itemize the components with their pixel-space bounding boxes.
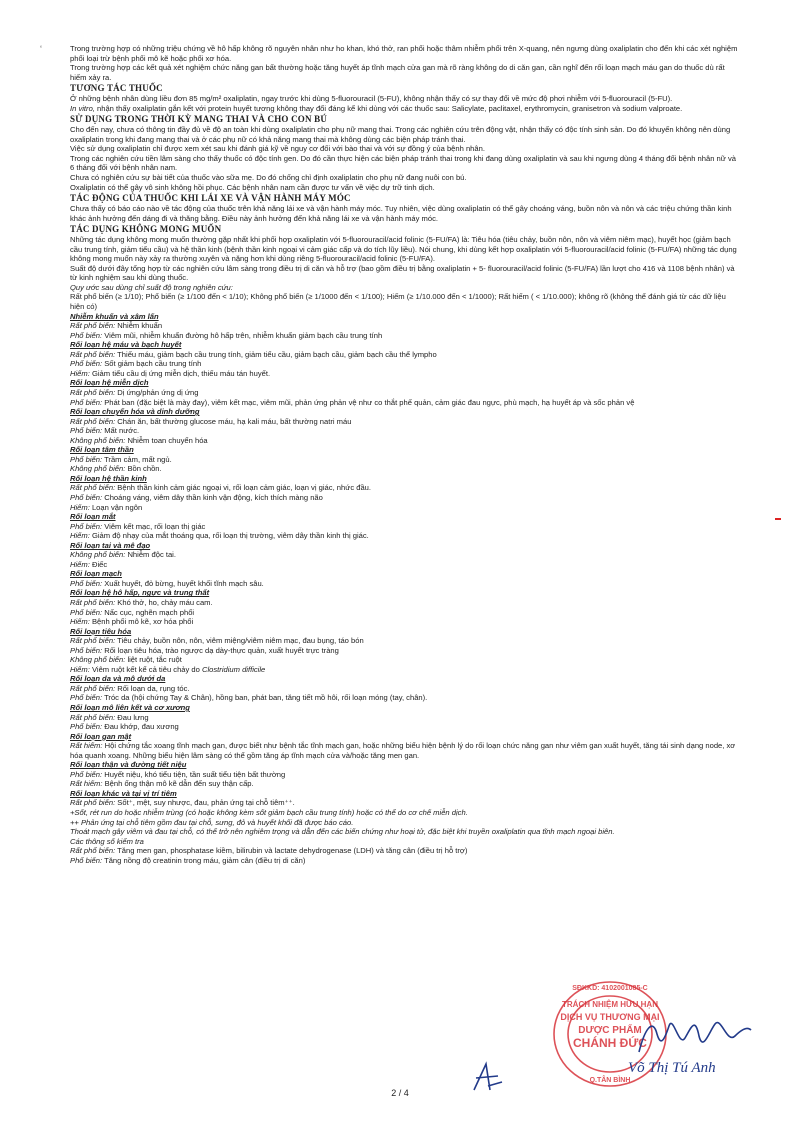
side-effect-item <box>70 417 740 427</box>
side-effect-text: Bệnh ống thận mô kẽ dẫn đến suy thận cấp. <box>102 779 254 789</box>
frequency-label: Phổ biến: <box>70 492 103 502</box>
section-heading-pregnancy: SỬ DỤNG TRONG THỜI KỲ MANG THAI VÀ CHO CON BÚ <box>70 114 328 125</box>
side-effect-text: Rối loạn da, rụng tóc. <box>115 683 190 693</box>
side-effect-text: Tróc da (hội chứng Tay & Chân), hồng ban, phát ban, tăng tiết mồ hôi, rối loạn móng (tay, chân). <box>102 693 428 703</box>
side-effect-group-title: Rối loạn mắt <box>70 512 116 522</box>
margin-mark: ‘ <box>40 44 42 54</box>
side-effect-text: Khó thở, ho, chảy máu cam. <box>115 597 213 607</box>
frequency-label: Rất hiếm: <box>70 779 103 789</box>
frequency-label: Không phổ biến: <box>70 550 126 560</box>
frequency-label: Hiếm: <box>70 617 90 627</box>
side-effect-text: Nấc cục, nghẽn mạch phổi <box>102 607 195 617</box>
side-effect-text: Bồn chồn. <box>125 464 162 474</box>
side-effect-text: Trầm cảm, mất ngủ. <box>102 454 172 464</box>
pregnancy-paragraph: Trong các nghiên cứu tiền lâm sàng cho thấy thuốc có độc tính gen. Do đó cần thực hiện các biện pháp tránh thai trong khi đang dùng oxaliplatin và sau khi ngưng dùng 4 tháng đối bệnh nhân nữ và 6 tháng đối với bệnh nhân nam. <box>70 153 736 173</box>
interactions-paragraph-2-text: nhận thấy oxaliplatin gắn kết với protein huyết tương không thay đổi đáng kể khi dùng với các thuốc sau: Salicylate, paclitaxel, erythromycin, granisetron và sodium valproate. <box>94 103 683 113</box>
svg-text:SĐKKD: 4102001085-C: SĐKKD: 4102001085-C <box>572 985 648 992</box>
side-effect-item <box>70 770 740 780</box>
pregnancy-paragraph: Chưa có nghiên cứu sự bài tiết của thuốc vào sữa mẹ. Do đó chống chỉ định oxaliplatin cho phụ nữ đang nuôi con bú. <box>70 173 467 183</box>
side-effect-item <box>70 321 740 331</box>
side-effect-item <box>70 331 740 341</box>
side-effect-item <box>70 493 740 503</box>
section-heading-interactions: TƯƠNG TÁC THUỐC <box>70 83 163 94</box>
svg-text:Q.TÂN BÌNH: Q.TÂN BÌNH <box>589 1077 631 1084</box>
side-effect-text: Viêm mũi, nhiễm khuẩn đường hô hấp trên, nhiễm khuẩn giảm bạch cầu trung tính <box>102 330 383 340</box>
frequency-label: Phổ biến: <box>70 426 103 436</box>
side-effect-item <box>70 350 740 360</box>
side-effect-item <box>70 369 740 379</box>
margin-dash <box>775 518 781 520</box>
side-effect-group-title: Rối loạn hệ máu và bạch huyết <box>70 340 182 350</box>
side-effect-group-title: Rối loạn mô liên kết và cơ xương <box>70 703 190 712</box>
side-effect-text: Sốt giảm bạch cầu trung tính <box>102 359 202 369</box>
pregnancy-paragraph: Việc sử dụng oxaliplatin chỉ được xem xét sau khi đánh giá kỹ về nguy cơ đối với bào thai và với sự đồng ý của bệnh nhân. <box>70 144 485 154</box>
side-effects-paragraph-1: Những tác dụng không mong muốn thường gặp nhất khi phối hợp oxaliplatin với 5-fluorouracil/acid folinic (5-FU/FA) là: Tiêu hóa (tiêu chảy, buồn nôn, nôn và viêm niêm mạc), huyết học (giảm bạch cầu trung tính, giảm tiểu cầu) và hệ thần kinh (bệnh thần kinh ngoại vi cảm giác cấp và do tích lũy liều). Nói chung, khi dùng kết hợp oxaliplatin với 5-fluorouracil/acid folinic (5-FU/FA) những tác dụng không mong muốn này xảy ra thường xuyên và nặng hơn khi dùng riêng 5-fluorouracil/acid folinic (5-FU/FA). <box>70 235 737 264</box>
side-effect-group-title: Rối loạn chuyển hóa và dinh dưỡng <box>70 407 200 417</box>
frequency-label: Hiếm: <box>70 559 90 569</box>
pregnancy-paragraph: Oxaliplatin có thể gây vô sinh không hồi phục. Các bệnh nhân nam cần được tư vấn về việc dự trữ tinh dịch. <box>70 182 435 192</box>
side-effect-item <box>70 684 740 694</box>
side-effect-text: Hội chứng tắc xoang tĩnh mạch gan, được biết như bệnh tắc tĩnh mạch gan, hoặc những biểu hiện bệnh lý do rối loạn chức năng gan như viêm gan xuất huyết, tăng tái sinh dạng node, xơ hóa quanh xoang. Những biểu hiện lâm sàng có thể gồm tăng áp tĩnh mạch cửa và/hoặc tăng men gan. <box>70 741 736 760</box>
frequency-label: Rất phổ biến: <box>70 387 116 397</box>
frequency-label: Hiếm: <box>70 531 90 541</box>
side-effect-group-title: Nhiễm khuẩn và xâm lấn <box>70 311 159 321</box>
side-effect-text: Đau khớp, đau xương <box>102 722 179 732</box>
frequency-label: Phổ biến: <box>70 359 103 369</box>
side-effect-text: Viêm ruột kết kể cả tiêu chảy do <box>89 664 202 674</box>
side-effect-text: Giảm độ nhạy của mắt thoáng qua, rối loạn thị trường, viêm dây thần kinh thị giác. <box>89 531 369 541</box>
frequency-label: Rất phổ biến: <box>70 683 116 693</box>
side-effect-group-title: Rối loạn tai và mê đạo <box>70 540 151 550</box>
frequency-label: Không phổ biến: <box>70 464 126 474</box>
side-effect-text: Phát ban (đặc biệt là mày đay), viêm kết mạc, viêm mũi, phản ứng phản vệ như co thắt phế quản, cảm giác đau ngực, phù mạch, hạ huyết áp và sốc phản vệ <box>102 397 635 407</box>
frequency-label: Phổ biến: <box>70 521 103 531</box>
side-effect-group-title: Rối loạn mạch <box>70 569 122 579</box>
side-effect-text: Nhiễm toan chuyển hóa <box>125 435 208 445</box>
side-effect-item <box>70 646 740 656</box>
side-effect-item <box>70 464 740 474</box>
side-effect-text: Giảm tiểu cầu dị ứng miễn dịch, thiếu máu tán huyết. <box>89 368 271 378</box>
footnote: ++ Phản ứng tại chỗ tiêm gồm đau tại chỗ, sưng, đỏ và huyết khối đã được báo cáo. <box>70 817 354 827</box>
footnote: +Sốt, rét run do hoặc nhiễm trùng (có hoặc không kèm sốt giảm bạch cầu trung tính) hoặc có thể do cơ chế miễn dịch. <box>70 808 468 818</box>
footnotes <box>70 808 740 837</box>
side-effect-group-title: Rối loạn hệ thần kinh <box>70 473 147 483</box>
side-effect-text: Nhiễm khuẩn <box>115 321 163 331</box>
frequency-convention: Rất phổ biến (≥ 1/10); Phổ biến (≥ 1/100 đến < 1/10); Không phổ biến (≥ 1/1000 đến < 1/100); Hiếm (≥ 1/10.000 đến < 1/1000); Rất hiếm ( < 1/10.000); không rõ (không thể đánh giá từ các dữ liệu hiện có) <box>70 292 726 312</box>
frequency-label: Rất phổ biến: <box>70 349 116 359</box>
footnote: Thoát mạch gây viêm và đau tại chỗ, có thể trở nên nghiêm trọng và dẫn đến các biến chứng như hoại tử, đặc biệt khi truyền oxaliplatin qua tĩnh mạch ngoại biên. <box>70 827 615 837</box>
frequency-label: Hiếm: <box>70 664 90 674</box>
page-number: 2 / 4 <box>391 1088 409 1098</box>
lab-parameters-label: Các thông số kiểm tra <box>70 836 144 846</box>
signer-name: Võ Thị Tú Anh <box>628 1060 716 1076</box>
signature-scribble <box>635 1008 755 1064</box>
lab-item: Rất phổ biến: Tăng men gan, phosphatase kiềm, bilirubin và lactate dehydrogenase (LDH) và tăng cân (điều trị hỗ trợ) <box>70 846 468 856</box>
side-effect-item <box>70 798 740 808</box>
svg-text:CHÁNH ĐỨC: CHÁNH ĐỨC <box>573 1036 647 1050</box>
side-effect-item <box>70 741 740 760</box>
side-effect-group-title: Rối loạn khác và tại vị trí tiêm <box>70 788 177 798</box>
side-effect-item <box>70 436 740 446</box>
frequency-label: Phổ biến: <box>70 722 103 732</box>
side-effect-text: Điếc <box>89 559 108 569</box>
side-effect-text: Chán ăn, bất thường glucose máu, hạ kali máu, bất thường natri máu <box>115 416 352 426</box>
frequency-label: Không phổ biến: <box>70 655 126 665</box>
side-effect-group-title: Rối loạn hệ hô hấp, ngực và trung thất <box>70 588 210 598</box>
in-vitro-label: In vitro, <box>70 103 95 113</box>
frequency-label: Rất phổ biến: <box>70 416 116 426</box>
side-effect-text: Rối loạn tiêu hóa, trào ngược dạ dày-thực quản, xuất huyết trực tràng <box>102 645 339 655</box>
side-effect-text: Bệnh phổi mô kẽ, xơ hóa phổi <box>89 617 194 627</box>
side-effect-item <box>70 455 740 465</box>
driving-paragraph: Chưa thấy có báo cáo nào về tác động của thuốc trên khả năng lái xe và vận hành máy móc. Tuy nhiên, việc dùng oxaliplatin có thể gây choáng váng, buồn nôn và nôn và các triệu chứng thần kinh khác ảnh hưởng đến dáng đi và thăng bằng. Điều này ảnh hưởng đến khả năng lái xe và vận hành máy móc. <box>70 204 732 223</box>
svg-text:TRÁCH NHIỆM HỮU HẠN: TRÁCH NHIỆM HỮU HẠN <box>562 1000 658 1009</box>
lab-item: Phổ biến: Tăng nồng độ creatinin trong máu, giảm cân (điều trị di căn) <box>70 855 306 865</box>
side-effect-item <box>70 398 740 408</box>
side-effect-text: Tiêu chảy, buồn nôn, nôn, viêm miệng/viêm niêm mạc, đau bụng, táo bón <box>115 636 364 646</box>
side-effect-item <box>70 636 740 646</box>
side-effect-item <box>70 665 740 675</box>
side-effect-text: Huyết niệu, khó tiểu tiện, tần suất tiểu tiện bất thường <box>102 769 286 779</box>
side-effects-paragraph-2: Suất độ dưới đây tổng hợp từ các nghiên cứu lâm sàng trong điều trị di căn và hỗ trợ (bao gồm điều trị bằng oxaliplatin + 5- fluorouracil/acid folinic (5-FU/FA) lần lượt cho 416 và 1108 bệnh nhân) và từ kinh nghiệm sau khi dùng thuốc. <box>70 263 735 283</box>
side-effect-item <box>70 426 740 436</box>
frequency-label: Phổ biến: <box>70 693 103 703</box>
side-effect-item <box>70 655 740 665</box>
frequency-label: Phổ biến: <box>70 578 103 588</box>
side-effect-item <box>70 522 740 532</box>
side-effect-group-title: Rối loạn da và mô dưới da <box>70 674 166 684</box>
interactions-paragraph-1: Ở những bệnh nhân dùng liều đơn 85 mg/m² oxaliplatin, ngay trước khi dùng 5-fluorouracil (5-FU), không nhận thấy có sự thay đổi về mức độ phơi nhiễm với 5-fluorouracil (5-FU). <box>70 94 673 104</box>
frequency-label: Rất phổ biến: <box>70 712 116 722</box>
frequency-label: Rất phổ biến: <box>70 321 116 331</box>
side-effect-group-title: Rối loạn tiêu hóa <box>70 626 132 636</box>
side-effect-item <box>70 722 740 732</box>
side-effect-text: Mất nước. <box>102 426 140 436</box>
side-effect-item <box>70 779 740 789</box>
side-effect-text: Viêm kết mạc, rối loạn thị giác <box>102 521 206 531</box>
side-effect-group-title: Rối loạn gan mật <box>70 731 132 741</box>
side-effect-text: Thiếu máu, giảm bạch cầu trung tính, giảm tiểu cầu, giảm bạch cầu, giảm bạch cầu thể lympho <box>115 349 437 359</box>
side-effect-text: Nhiễm độc tai. <box>125 550 176 560</box>
side-effect-item <box>70 608 740 618</box>
side-effect-item <box>70 550 740 560</box>
svg-text:DƯỢC PHẨM: DƯỢC PHẨM <box>578 1025 642 1036</box>
frequency-label: Rất phổ biến: <box>70 636 116 646</box>
section-heading-side-effects: TÁC DỤNG KHÔNG MONG MUỐN <box>70 224 222 235</box>
svg-text:DỊCH VỤ THƯƠNG MẠI: DỊCH VỤ THƯƠNG MẠI <box>560 1012 660 1022</box>
side-effect-text: Choáng váng, viêm dây thần kinh vận động, kích thích màng não <box>102 492 323 502</box>
side-effect-item <box>70 713 740 723</box>
side-effect-text: Bệnh thần kinh cảm giác ngoại vi, rối loạn cảm giác, loạn vị giác, nhức đầu. <box>115 483 372 493</box>
organism-name: Clostridium difficile <box>201 664 266 674</box>
frequency-label: Phổ biến: <box>70 645 103 655</box>
side-effect-item <box>70 483 740 493</box>
frequency-label: Rất hiếm: <box>70 741 103 751</box>
intro-paragraph-1: Trong trường hợp có những triệu chứng về hô hấp không rõ nguyên nhân như ho khan, khó thở, ran phổi hoặc thâm nhiễm phổi trên X-quang, nên ngưng dùng oxaliplatin cho đến khi các xét nghiệm phổi loại trừ bệnh phổi mô kẽ hoặc phổi xơ hóa. <box>70 44 738 63</box>
frequency-label: Phổ biến: <box>70 769 103 779</box>
side-effect-item <box>70 388 740 398</box>
frequency-convention-label: Quy ước sau dùng chỉ suất độ trong nghiên cứu: <box>70 282 233 292</box>
side-effect-item <box>70 503 740 513</box>
intro-paragraph-2: Trong trường hợp các kết quả xét nghiệm chức năng gan bất thường hoặc tăng huyết áp tĩnh mạch cửa gan mà rõ ràng không do di căn gan, cần nghĩ đến rối loạn mạch máu gan do thuốc dù rất hiếm xảy ra. <box>70 63 725 82</box>
side-effect-item <box>70 693 740 703</box>
pregnancy-paragraph: Cho đến nay, chưa có thông tin đầy đủ về độ an toàn khi dùng oxaliplatin cho phụ nữ mang thai. Trong các nghiên cứu trên động vật, nhận thấy có độc tính sinh sản. Do đó khuyến không nên dùng oxaliplatin trong khi đang mang thai và ở các phụ nữ có khả năng mang thai mà không dùng các biện pháp tránh thai. <box>70 125 731 144</box>
side-effect-text: Sốt⁺, mệt, suy nhược, đau, phản ứng tại chỗ tiêm⁺⁺. <box>115 798 295 808</box>
frequency-label: Hiếm: <box>70 368 90 378</box>
side-effect-item <box>70 531 740 541</box>
side-effect-group-title: Rối loạn tâm thần <box>70 445 134 455</box>
interactions-paragraph-2 <box>70 104 740 114</box>
frequency-label: Không phổ biến: <box>70 435 126 445</box>
frequency-label: Phổ biến: <box>70 607 103 617</box>
side-effect-text: Dị ứng/phản ứng dị ứng <box>115 387 199 397</box>
frequency-label: Rất phổ biến: <box>70 597 116 607</box>
side-effect-item <box>70 617 740 627</box>
frequency-label: Rất phổ biến: <box>70 798 116 808</box>
frequency-label: Hiếm: <box>70 502 90 512</box>
side-effect-text: Xuất huyết, đỏ bừng, huyết khối tĩnh mạch sâu. <box>102 578 264 588</box>
side-effect-item <box>70 359 740 369</box>
frequency-label: Phổ biến: <box>70 397 103 407</box>
frequency-label: Phổ biến: <box>70 330 103 340</box>
side-effect-text: Loạn vận ngôn <box>89 502 143 512</box>
side-effect-groups <box>70 312 740 808</box>
document-body <box>70 44 740 865</box>
side-effect-text: Đau lưng <box>115 712 149 722</box>
frequency-label: Rất phổ biến: <box>70 483 116 493</box>
section-heading-driving: TÁC ĐỘNG CỦA THUỐC KHI LÁI XE VÀ VẬN HÀNH MÁY MÓC <box>70 193 351 204</box>
side-effect-text: liệt ruột, tắc ruột <box>125 655 182 665</box>
side-effect-group-title: Rối loạn hệ miễn dịch <box>70 378 149 388</box>
side-effect-item <box>70 598 740 608</box>
side-effect-group-title: Rối loạn thận và đường tiết niệu <box>70 760 187 770</box>
frequency-label: Phổ biến: <box>70 454 103 464</box>
side-effect-item <box>70 560 740 570</box>
side-effect-item <box>70 579 740 589</box>
